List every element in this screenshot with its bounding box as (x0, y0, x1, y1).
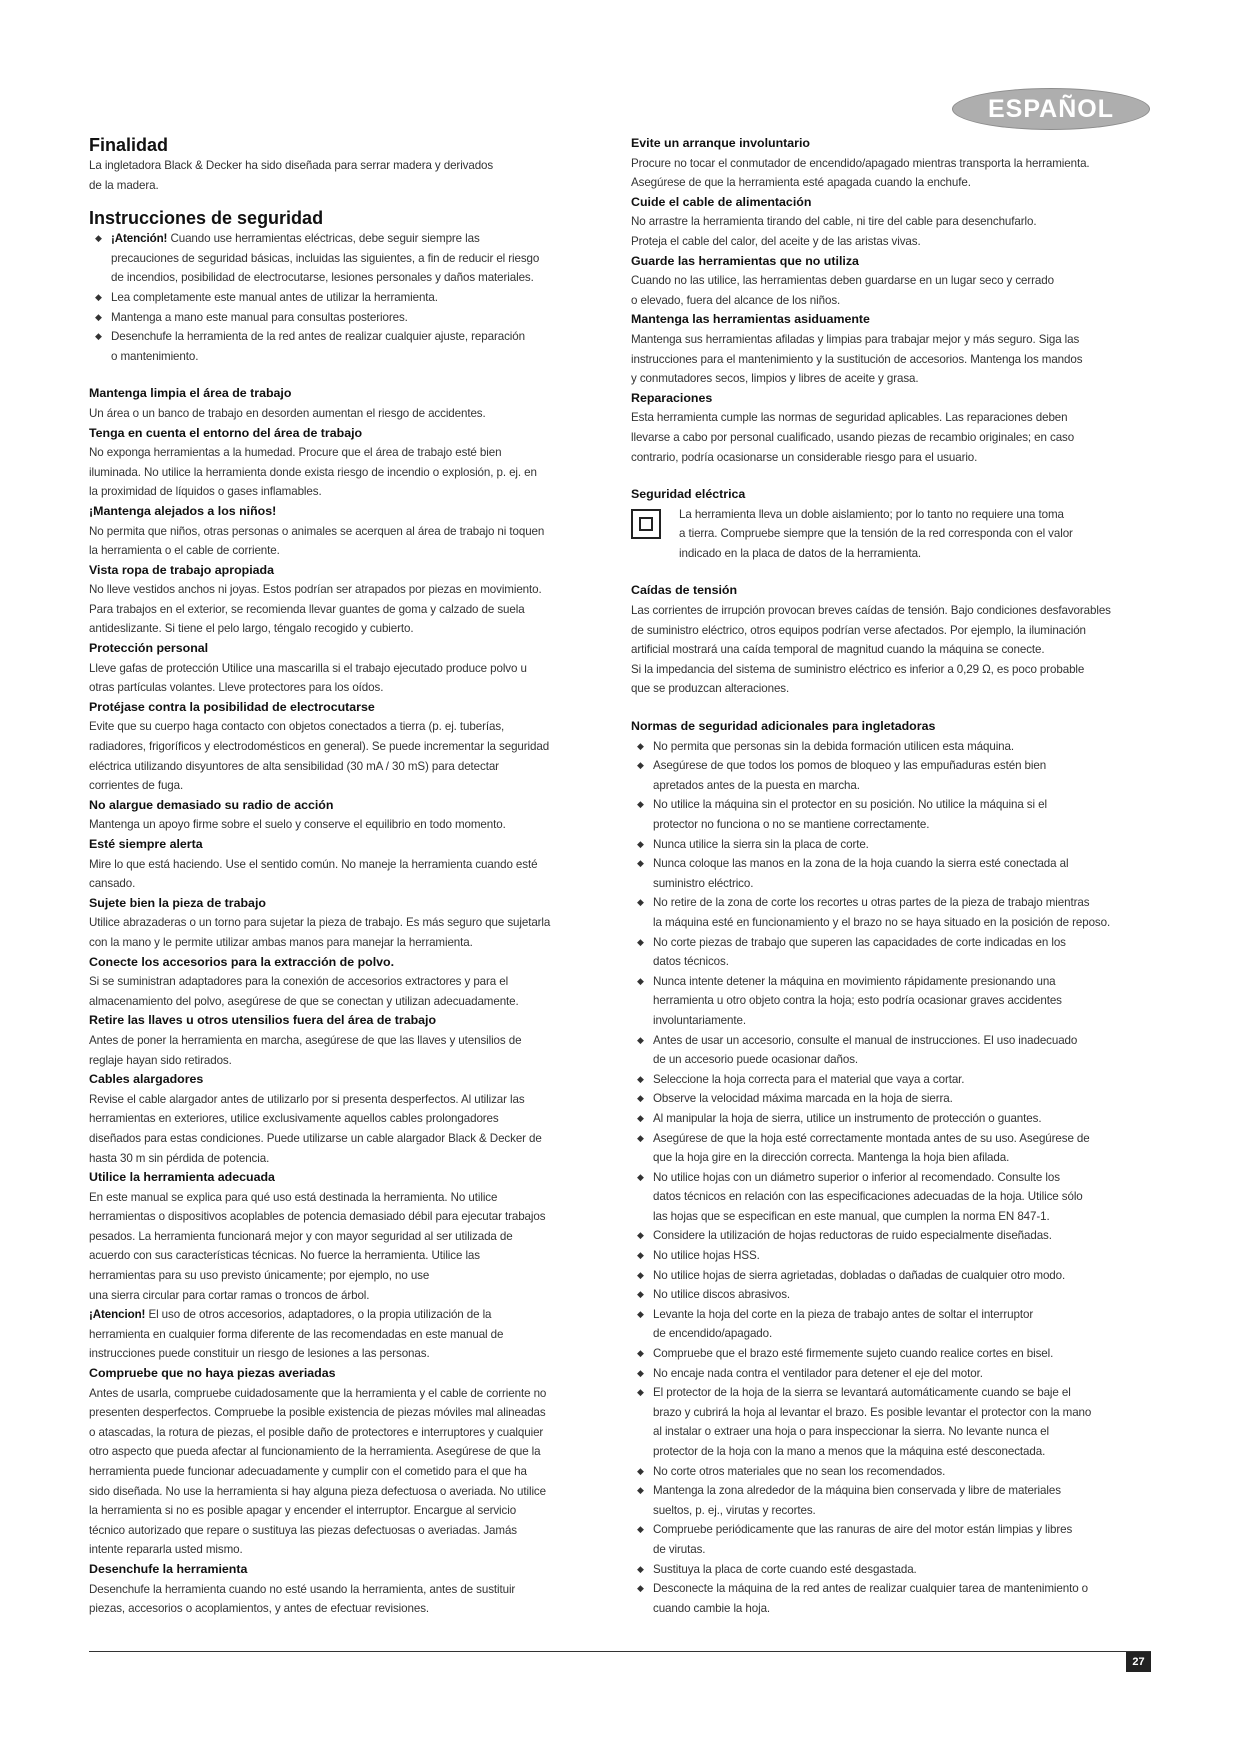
normas-heading: Normas de seguridad adicionales para ingletadoras (631, 719, 936, 734)
text-line: Lleve gafas de protección Utilice una mascarilla si el trabajo ejecutado produce polvo u (89, 661, 527, 675)
seguridad-heading: Instrucciones de seguridad (89, 208, 324, 229)
text-fragment: Mantenga a mano este manual para consultas posteriores. (111, 310, 408, 324)
bullet-line (631, 1324, 1156, 1344)
bullet-icon: ◆ (637, 1230, 644, 1241)
bullet-line (631, 1579, 1156, 1599)
bullet-icon: ◆ (637, 1073, 644, 1084)
text-fragment: sueltos, p. ej., virutas y recortes. (653, 1503, 816, 1517)
text-fragment: Nunca intente detener la máquina en movimiento rápidamente presionando una (653, 974, 1056, 988)
bullet-icon: ◆ (637, 799, 644, 810)
text-line: contrario, podría ocasionarse un considerable riesgo para el usuario. (631, 450, 978, 464)
bullet-line (631, 1246, 1156, 1266)
text-line: indicado en la placa de datos de la herramienta. (679, 546, 922, 560)
seguridad-electrica-heading: Seguridad eléctrica (631, 487, 746, 502)
text-fragment: No utilice discos abrasivos. (653, 1288, 791, 1302)
text-line: Evite que su cuerpo haga contacto con objetos conectados a tierra (p. ej. tuberías, (89, 720, 505, 734)
text-line: otro aspecto que pueda afectar al funcionamiento de la herramienta. Asegúrese de que la (89, 1445, 541, 1459)
bullet-line (631, 854, 1156, 874)
page-number: 27 (1132, 1656, 1145, 1668)
bullet-line (89, 308, 609, 328)
text-fragment: Desconecte la máquina de la red antes de realizar cualquier tarea de mantenimiento o (653, 1582, 1089, 1596)
caidas-tension-heading: Caídas de tensión (631, 583, 738, 598)
bullet-icon: ◆ (637, 1387, 644, 1398)
bullet-icon: ◆ (637, 936, 644, 947)
text-fragment: Cuando use herramientas eléctricas, debe seguir siempre las (167, 232, 480, 246)
text-fragment: Compruebe que el brazo esté firmemente sujeto cuando realice cortes en bisel. (653, 1347, 1054, 1361)
text-line: Un área o un banco de trabajo en desorden aumentan el riesgo de accidentes. (89, 406, 486, 420)
text-line: La herramienta lleva un doble aislamiento; por lo tanto no requiere una toma (679, 507, 1064, 521)
text-line: En este manual se explica para qué uso está destinada la herramienta. No utilice (89, 1190, 498, 1204)
bullet-icon: ◆ (637, 760, 644, 771)
text-line: eléctrica utilizando disyuntores de alta sensibilidad (30 mA / 30 mS) para detectar (89, 759, 499, 773)
page-number-box (1126, 1652, 1151, 1672)
text-fragment: Al manipular la hoja de sierra, utilice un instrumento de protección o guantes. (653, 1111, 1042, 1125)
section-heading: Desenchufe la herramienta (89, 1561, 248, 1576)
text-fragment: No utilice hojas con un diámetro superior o inferior al recomendado. Consulte los (653, 1170, 1060, 1184)
text-line: con la mano y le permite utilizar ambas manos para manejar la herramienta. (89, 935, 473, 949)
text-line: que se produzcan alteraciones. (631, 682, 790, 696)
text-line: hasta 30 m sin pérdida de potencia. (89, 1151, 270, 1165)
bullet-line (631, 1050, 1156, 1070)
bullet-line (631, 1442, 1156, 1462)
text-fragment: No corte piezas de trabajo que superen las capacidades de corte indicadas en los (653, 935, 1066, 949)
lead-word: ¡Atencion! (89, 1308, 146, 1322)
bullet-line (631, 1344, 1156, 1364)
text-line: herramientas o dispositivos acoplables de potencia demasiado débil para ejecutar trabajos (89, 1210, 546, 1224)
text-line: reglaje hayan sido retirados. (89, 1053, 232, 1067)
bullet-line (631, 1011, 1156, 1031)
text-fragment: de incendios, posibilidad de electrocutarse, lesiones personales y daños materiales. (111, 271, 534, 285)
bullet-icon: ◆ (637, 1563, 644, 1574)
text-fragment: o mantenimiento. (111, 349, 199, 363)
section-heading: Retire las llaves u otros utensilios fuera del área de trabajo (89, 1013, 437, 1028)
bullet-icon: ◆ (637, 1093, 644, 1104)
bullet-line (631, 1540, 1156, 1560)
text-fragment: Lea completamente este manual antes de utilizar la herramienta. (111, 290, 438, 304)
text-line: Mantenga sus herramientas afiladas y limpias para trabajar mejor y más seguro. Siga las (631, 332, 1080, 346)
double-insulation-icon (631, 509, 661, 539)
text-line: intente repararla usted mismo. (89, 1543, 243, 1557)
bullet-line (631, 1403, 1156, 1423)
text-line: No lleve vestidos anchos ni joyas. Estos podrían ser atrapados por piezas en movimiento. (89, 583, 542, 597)
bullet-icon: ◆ (637, 1250, 644, 1261)
bullet-line (631, 1422, 1156, 1442)
section-heading: No alargue demasiado su radio de acción (89, 797, 334, 812)
bullet-line (631, 1148, 1156, 1168)
text-line: herramientas en exteriores, utilice exclusivamente aquellos cables prolongadores (89, 1112, 499, 1126)
text-line: instrucciones puede constituir un riesgo de lesiones a las personas. (89, 1347, 430, 1361)
bullet-line (631, 1266, 1156, 1286)
text-fragment: Considere la utilización de hojas reductoras de ruido especialmente diseñadas. (653, 1229, 1052, 1243)
section-heading: Protéjase contra la posibilidad de electrocutarse (89, 699, 375, 714)
text-line: o atascadas, la rotura de piezas, el posible daño de protectores e interruptores y cualquier (89, 1425, 544, 1439)
text-line (89, 1305, 609, 1325)
text-line: técnico autorizado que repare o sustituya las piezas defectuosas o averiadas. Jamás (89, 1523, 518, 1537)
bullet-icon: ◆ (637, 858, 644, 869)
text-fragment: No retire de la zona de corte los recortes u otras partes de la pieza de trabajo mientras (653, 896, 1090, 910)
text-fragment: las hojas que se especifican en este manual, que cumplen la norma EN 847-1. (653, 1209, 1050, 1223)
text-line: almacenamiento del polvo, asegúrese de que se conectan y utilizan adecuadamente. (89, 994, 519, 1008)
text-line: piezas, accesorios o acoplamientos, y antes de efectuar revisiones. (89, 1602, 430, 1616)
text-line: La ingletadora Black & Decker ha sido diseñada para serrar madera y derivados (89, 159, 494, 172)
text-fragment: Compruebe periódicamente que las ranuras de aire del motor están limpias y libres (653, 1523, 1073, 1537)
text-fragment: Asegúrese de que la hoja esté correctamente montada antes de su uso. Asegúrese de (653, 1131, 1090, 1145)
text-line: Para trabajos en el exterior, se recomienda llevar guantes de goma y calzado de suela (89, 602, 525, 616)
text-line: de suministro eléctrico, otros equipos podrían verse afectados. Por ejemplo, la iluminación (631, 623, 1086, 637)
text-line: No permita que niños, otras personas o animales se acerquen al área de trabajo ni toquen (89, 524, 545, 538)
bullet-line (89, 288, 609, 308)
caidas-tension-body (631, 601, 1156, 699)
bullet-line (631, 991, 1156, 1011)
text-line: artificial mostrará una caída temporal de magnitud cuando la máquina se conecte. (631, 643, 1045, 657)
text-line: corrientes de fuga. (89, 779, 184, 793)
bullet-line (631, 795, 1156, 815)
bullet-icon: ◆ (95, 291, 102, 302)
text-fragment: No utilice hojas HSS. (653, 1249, 760, 1263)
bullet-icon: ◆ (637, 1034, 644, 1045)
text-line: una sierra circular para cortar ramas o troncos de árbol. (89, 1288, 370, 1302)
text-fragment: al instalar o extraer una hoja o para inspeccionar la sierra. No levante nunca el (653, 1425, 1049, 1439)
section-heading: Utilice la herramienta adecuada (89, 1170, 275, 1185)
bullet-line (631, 776, 1156, 796)
bullet-icon: ◆ (637, 1269, 644, 1280)
text-fragment: Mantenga la zona alrededor de la máquina bien conservada y libre de materiales (653, 1484, 1061, 1498)
text-line: pesados. La herramienta funcionará mejor y con mayor seguridad al ser utilizada de (89, 1229, 513, 1243)
text-line: Mantenga un apoyo firme sobre el suelo y conserve el equilibrio en todo momento. (89, 818, 506, 832)
bullet-line (631, 1520, 1156, 1540)
seguridad-list (89, 229, 609, 366)
text-fragment: herramienta u otro objeto contra la hoja; esto podría ocasionar graves accidentes (653, 994, 1062, 1008)
bullet-line (631, 952, 1156, 972)
finalidad-body (89, 156, 609, 195)
section-heading: Mantenga limpia el área de trabajo (89, 386, 292, 401)
text-line: cansado. (89, 877, 136, 891)
bullet-line (89, 249, 609, 269)
right-column (631, 134, 1156, 1618)
section-heading: ¡Mantenga alejados a los niños! (89, 503, 277, 518)
text-line: Desenchufe la herramienta cuando no esté usando la herramienta, antes de sustituir (89, 1582, 516, 1596)
text-fragment: Asegúrese de que todos los pomos de bloqueo y las empuñaduras estén bien (653, 759, 1047, 773)
text-line: herramienta puede funcionar adecuadamente y cumplir con el cometido para el que ha (89, 1465, 527, 1478)
text-line: la proximidad de líquidos o gases inflamables. (89, 485, 322, 499)
text-line: Si la impedancia del sistema de suministro eléctrico es inferior a 0,29 Ω, es poco probable (631, 662, 1085, 676)
section-heading: Protección personal (89, 641, 209, 656)
text-line: diseñados para estas condiciones. Puede utilizarse un cable alargador Black & Decker de (89, 1131, 542, 1145)
text-line: o elevado, fuera del alcance de los niños. (631, 293, 841, 307)
bullet-line (631, 1129, 1156, 1149)
bullet-line (631, 1226, 1156, 1246)
bullet-line (631, 1599, 1156, 1619)
text-fragment: datos técnicos en relación con las especificaciones adecuadas de la hoja. Utilice sólo (653, 1190, 1083, 1204)
section-heading: Evite un arranque involuntario (631, 136, 811, 150)
bullet-line (631, 756, 1156, 776)
text-fragment: protector de la hoja con la mano a menos que la máquina esté desconectada. (653, 1445, 1046, 1458)
section-heading: Conecte los accesorios para la extracción de polvo. (89, 954, 395, 969)
bullet-line (631, 1481, 1156, 1501)
text-line: iluminada. No utilice la herramienta donde exista riesgo de incendio o explosión, p. ej. en (89, 465, 537, 479)
text-fragment: cuando cambie la hoja. (653, 1601, 771, 1615)
bullet-line (631, 893, 1156, 913)
bullet-line (631, 933, 1156, 953)
bullet-icon: ◆ (637, 1524, 644, 1535)
text-fragment: precauciones de seguridad básicas, incluidas las siguientes, a fin de reducir el riesgo (111, 251, 540, 265)
bullet-icon: ◆ (637, 1465, 644, 1476)
bullet-line (631, 1560, 1156, 1580)
bullet-line (631, 874, 1156, 894)
text-fragment: Nunca utilice la sierra sin la placa de corte. (653, 837, 869, 851)
bullet-line (631, 1031, 1156, 1051)
section-heading: Compruebe que no haya piezas averiadas (89, 1366, 336, 1381)
text-line: Procure no tocar el conmutador de encendido/apagado mientras transporta la herramienta. (631, 156, 1090, 170)
text-line: acuerdo con sus características técnicas. No fuerce la herramienta. Utilice las (89, 1249, 480, 1263)
bullet-icon: ◆ (637, 897, 644, 908)
text-line: Asegúrese de que la herramienta esté apagada cuando la enchufe. (631, 176, 971, 190)
bullet-icon: ◆ (637, 1308, 644, 1319)
bullet-icon: ◆ (637, 1367, 644, 1378)
bullet-line (631, 1187, 1156, 1207)
text-line: Las corrientes de irrupción provocan breves caídas de tensión. Bajo condiciones desfavorables (631, 604, 1111, 618)
section-heading: Vista ropa de trabajo apropiada (89, 562, 274, 577)
text-line: Mire lo que está haciendo. Use el sentido común. No maneje la herramienta cuando esté (89, 857, 538, 871)
bullet-icon: ◆ (637, 1132, 644, 1143)
bullet-line (631, 835, 1156, 855)
bullet-line (631, 1168, 1156, 1188)
bullet-icon: ◆ (637, 1289, 644, 1300)
bullet-icon: ◆ (637, 1112, 644, 1123)
bullet-icon: ◆ (637, 1348, 644, 1359)
language-label: ESPAÑOL (988, 94, 1114, 123)
text-fragment: El uso de otros accesorios, adaptadores, o la propia utilización de la (145, 1308, 492, 1322)
text-line: la herramienta si no es posible apagar y encender el interruptor. Encargue al servicio (89, 1504, 517, 1518)
bullet-line (89, 268, 609, 288)
text-fragment: datos técnicos. (653, 955, 729, 969)
section-heading: Tenga en cuenta el entorno del área de trabajo (89, 425, 363, 440)
text-fragment: brazo y cubrirá la hoja al levantar el brazo. Es posible levantar el protector con la mano (653, 1405, 1092, 1419)
section-heading: Cuide el cable de alimentación (631, 194, 812, 209)
bullet-line (631, 1285, 1156, 1305)
left-column (89, 134, 609, 1619)
section-heading: Reparaciones (631, 390, 713, 405)
text-line: y conmutadores secos, limpios y libres de aceite y grasa. (631, 372, 919, 386)
text-line: No exponga herramientas a la humedad. Procure que el área de trabajo esté bien (89, 446, 502, 460)
text-fragment: Sustituya la placa de corte cuando esté desgastada. (653, 1562, 917, 1576)
text-fragment: Nunca coloque las manos en la zona de la hoja cuando la sierra esté conectada al (653, 857, 1069, 871)
text-line: otras partículas volantes. Lleve protectores para los oídos. (89, 681, 384, 695)
text-fragment: de virutas. (653, 1542, 706, 1556)
text-fragment: No permita que personas sin la debida formación utilicen esta máquina. (653, 739, 1014, 753)
text-line: a tierra. Compruebe siempre que la tensión de la red corresponda con el valor (679, 527, 1073, 541)
text-fragment: Observe la velocidad máxima marcada en la hoja de sierra. (653, 1092, 953, 1106)
text-line: radiadores, frigoríficos y electrodomésticos en general). Se puede incrementar la seguridad (89, 740, 550, 754)
bullet-line (631, 913, 1156, 933)
bullet-icon: ◆ (637, 1171, 644, 1182)
text-fragment: apretados antes de la puesta en marcha. (653, 778, 860, 792)
text-fragment: la máquina esté en funcionamiento y el brazo no se haya situado en la posición de reposo. (653, 915, 1111, 929)
normas-list (631, 737, 1156, 1619)
bullet-icon: ◆ (637, 740, 644, 751)
bullet-line (631, 972, 1156, 992)
text-line: presenten desperfectos. Compruebe la posible existencia de piezas móviles mal alineadas (89, 1406, 546, 1420)
text-line: sido diseñada. No use la herramienta si hay alguna pieza defectuosa o averiada. No utilice (89, 1484, 546, 1498)
text-fragment: Antes de usar un accesorio, consulte el manual de instrucciones. El uso inadecuado (653, 1033, 1078, 1047)
bullet-line (631, 1462, 1156, 1482)
text-line: Antes de poner la herramienta en marcha, asegúrese de que las llaves y utensilios de (89, 1033, 522, 1047)
lead-word: ¡Atención! (111, 232, 168, 246)
bullet-icon: ◆ (95, 233, 102, 244)
bullet-line (631, 1305, 1156, 1325)
text-line: Esta herramienta cumple las normas de seguridad aplicables. Las reparaciones deben (631, 411, 1068, 425)
bullet-line (631, 737, 1156, 757)
text-line: Antes de usarla, compruebe cuidadosamente que la herramienta y el cable de corriente no (89, 1386, 547, 1400)
text-line: Proteja el cable del calor, del aceite y de las aristas vivas. (631, 234, 921, 248)
bullet-line (631, 1364, 1156, 1384)
text-fragment: No utilice la máquina sin el protector en su posición. No utilice la máquina si el (653, 798, 1047, 812)
left-sections (89, 384, 609, 1618)
bullet-icon: ◆ (95, 331, 102, 342)
text-fragment: protector no funciona o no se mantiene correctamente. (653, 818, 930, 831)
double-insulation-block (631, 505, 1156, 564)
text-fragment: involuntariamente. (653, 1013, 746, 1027)
text-fragment: Levante la hoja del corte en la pieza de trabajo antes de soltar el interruptor (653, 1307, 1034, 1321)
text-fragment: de un accesorio puede ocasionar daños. (653, 1053, 859, 1067)
section-heading: Sujete bien la pieza de trabajo (89, 895, 266, 910)
bullet-line (89, 327, 609, 347)
section-heading: Guarde las herramientas que no utiliza (631, 253, 859, 268)
text-fragment: El protector de la hoja de la sierra se levantará automáticamente cuando se baje el (653, 1386, 1071, 1400)
seguridad-electrica-body (679, 505, 1156, 564)
text-line: la herramienta o el cable de corriente. (89, 544, 280, 558)
text-line: herramientas para su uso previsto únicamente; por ejemplo, no use (89, 1269, 430, 1283)
bullet-line (631, 815, 1156, 835)
bullet-icon: ◆ (637, 1485, 644, 1496)
language-badge (952, 88, 1150, 130)
text-line: Si se suministran adaptadores para la conexión de accesorios extractores y para el (89, 975, 509, 989)
right-top-sections (631, 134, 1156, 467)
text-fragment: No corte otros materiales que no sean los recomendados. (653, 1464, 946, 1478)
text-line: antideslizante. Si tiene el pelo largo, téngalo recogido y cubierto. (89, 622, 414, 636)
text-fragment: de encendido/apagado. (653, 1327, 773, 1341)
section-heading: Esté siempre alerta (89, 837, 203, 851)
bullet-line (631, 1089, 1156, 1109)
text-fragment: Desenchufe la herramienta de la red antes de realizar cualquier ajuste, reparación (111, 330, 525, 344)
bullet-line (631, 1070, 1156, 1090)
bullet-icon: ◆ (95, 311, 102, 322)
bullet-icon: ◆ (637, 975, 644, 986)
bullet-line (89, 229, 609, 249)
bullet-line (631, 1383, 1156, 1403)
text-fragment: Seleccione la hoja correcta para el material que vaya a cortar. (653, 1072, 965, 1086)
text-line: Revise el cable alargador antes de utilizarlo por si presenta desperfectos. Al utilizar las (89, 1092, 525, 1106)
bullet-icon: ◆ (637, 1583, 644, 1594)
text-fragment: suministro eléctrico. (653, 876, 754, 890)
section-heading: Cables alargadores (89, 1072, 204, 1087)
text-line: Utilice abrazaderas o un torno para sujetar la pieza de trabajo. Es más seguro que sujetarla (89, 916, 551, 930)
text-line: de la madera. (89, 178, 159, 192)
text-fragment: No encaje nada contra el ventilador para detener el eje del motor. (653, 1366, 983, 1380)
bullet-line (89, 347, 609, 367)
bullet-line (631, 1207, 1156, 1227)
section-heading: Mantenga las herramientas asiduamente (631, 312, 870, 327)
footer-rule (89, 1651, 1151, 1652)
text-line: No arrastre la herramienta tirando del cable, ni tire del cable para desenchufarlo. (631, 215, 1037, 229)
text-line: llevarse a cabo por personal cualificado, usando piezas de recambio originales; en caso (631, 430, 1075, 444)
finalidad-heading: Finalidad (89, 135, 169, 155)
text-line: instrucciones para el mantenimiento y la sustitución de accesorios. Mantenga los mandos (631, 352, 1083, 366)
bullet-icon: ◆ (637, 838, 644, 849)
text-fragment: No utilice hojas de sierra agrietadas, dobladas o dañadas de cualquier otro modo. (653, 1268, 1066, 1282)
text-line: herramienta en cualquier forma diferente de las recomendadas en este manual de (89, 1327, 504, 1341)
bullet-line (631, 1501, 1156, 1521)
text-fragment: que la hoja gire en la dirección correcta. Mantenga la hoja bien afilada. (653, 1151, 1010, 1165)
text-line: Cuando no las utilice, las herramientas deben guardarse en un lugar seco y cerrado (631, 274, 1054, 288)
bullet-line (631, 1109, 1156, 1129)
